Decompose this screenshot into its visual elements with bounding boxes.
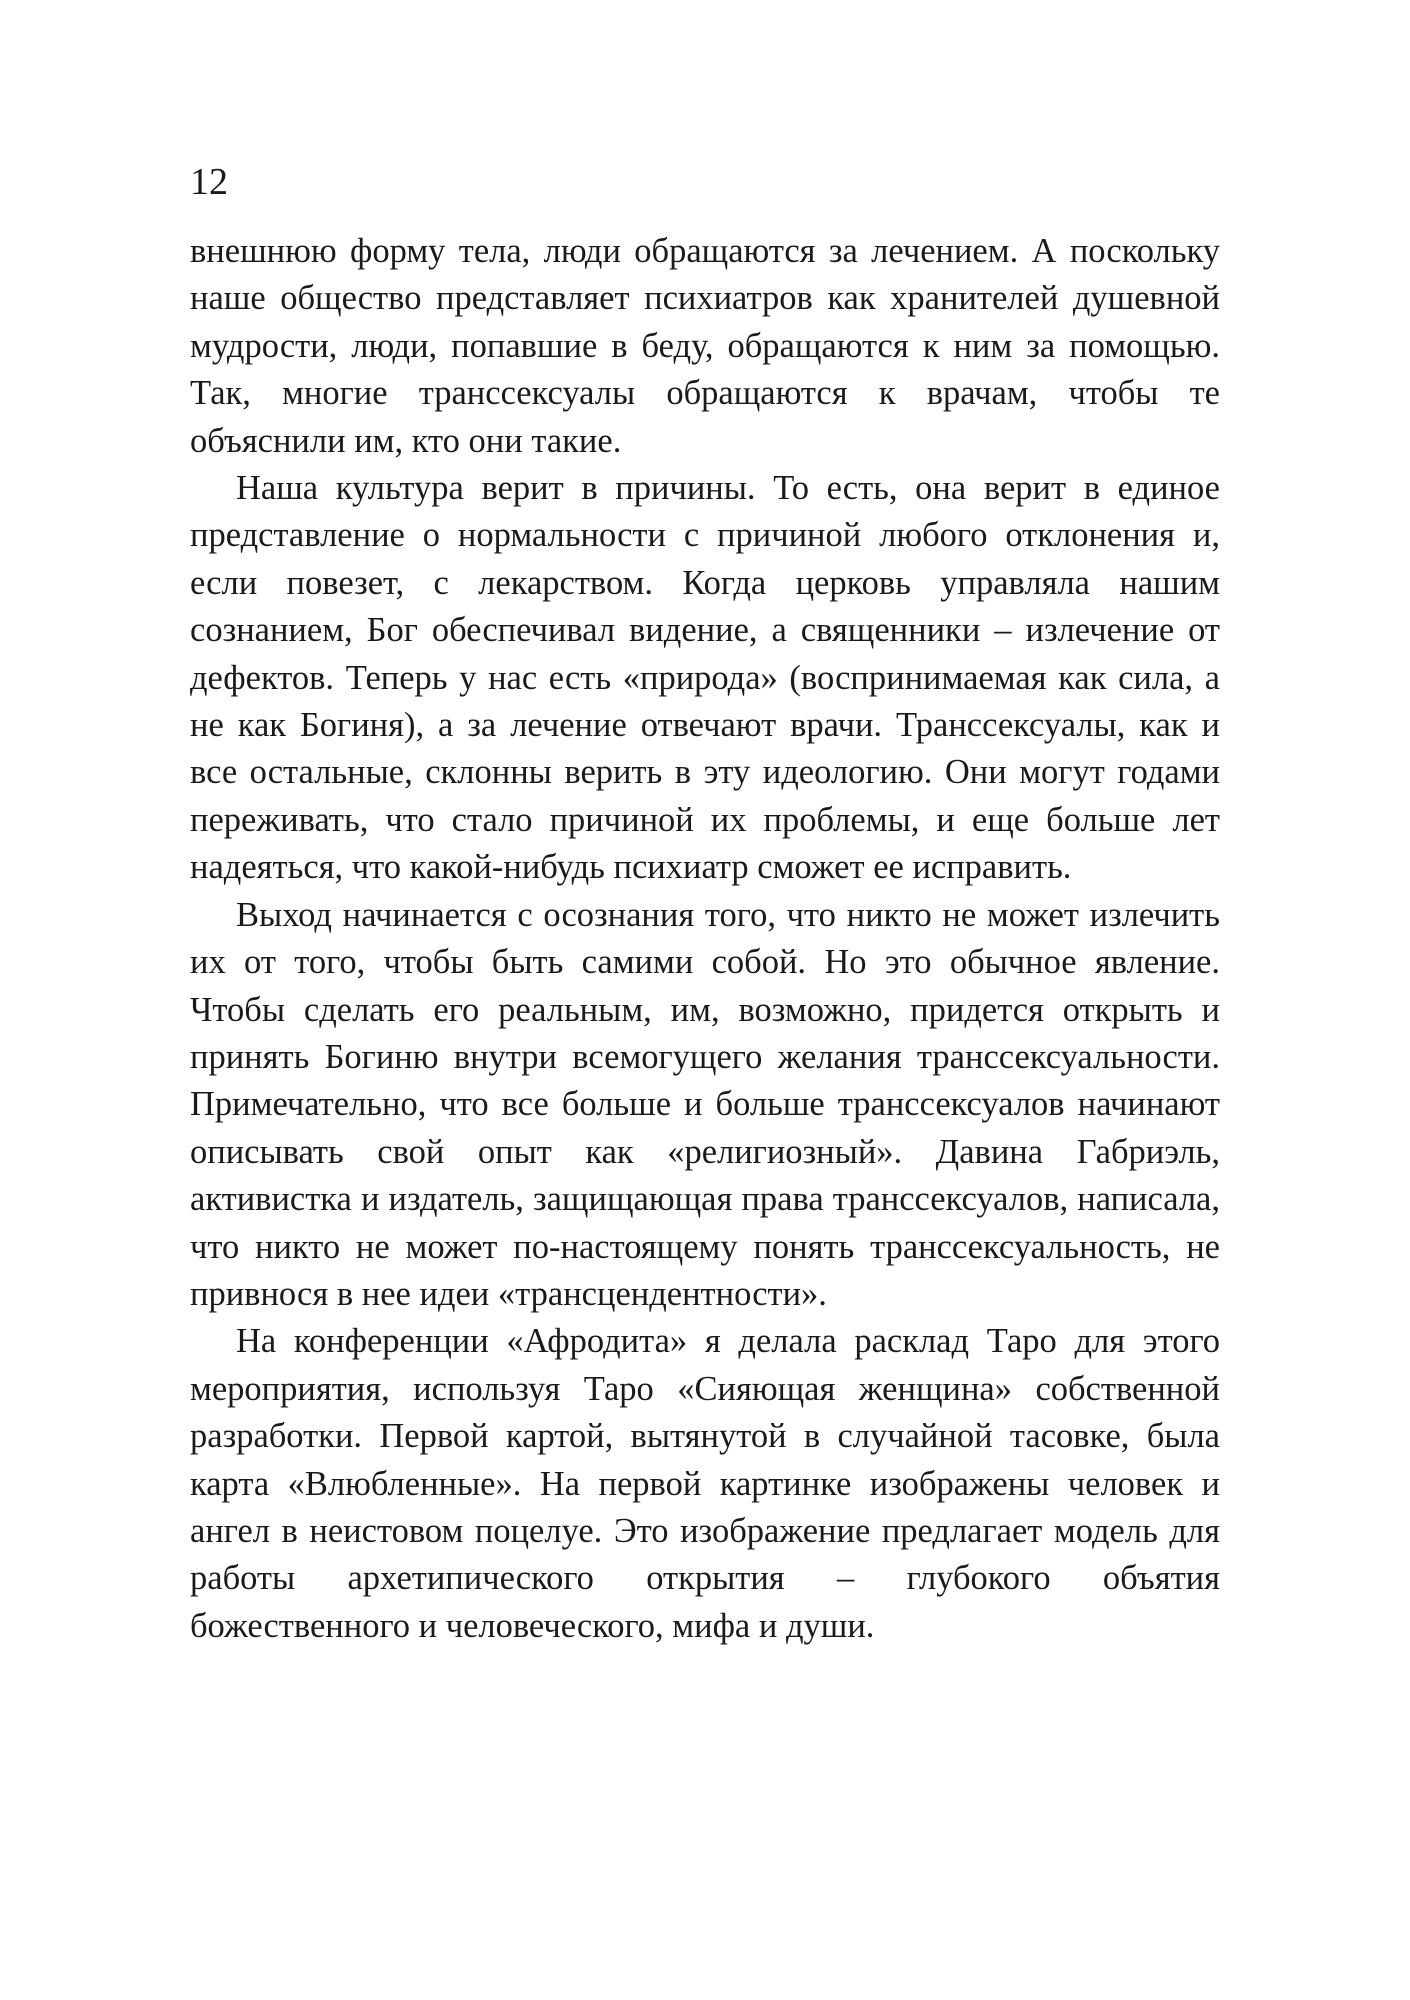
page-number: 12 [190, 161, 228, 203]
paragraph-continuation: внешнюю форму тела, люди обращаются за лечением. А поскольку наше общество представляет психиатров как хранителей душевной мудрости, люди, попавшие в беду, обращаются к ним за помощью. Так, многие транссексуалы обращаются к врачам, чтобы те объяснили им, кто они такие. [190, 232, 1220, 460]
paragraph-exit: Выход начинается с осознания того, что никто не может излечить их от того, чтобы быть самими собой. Но это обычное явление. Чтобы сделать его реальным, им, возможно, придется открыть и принять Богиню внутри всемогущего желания транссексуальности. Примечательно, что все больше и больше транссексуалов начинают описывать свой опыт как «религиозный». Давина Габриэль, активистка и издатель, защищающая права транссексуалов, написала, что никто не может по-настоящему понять транссексуальность, не привнося в нее идеи «трансцендентности». [190, 895, 1220, 1313]
paragraph-causes: Наша культура верит в причины. То есть, она верит в единое представление о нормальности с причиной любого отклонения и, если повезет, с лекарством. Когда церковь управляла нашим сознанием, Бог обеспечивал видение, а священники – излечение от дефектов. Теперь у нас есть «природа» (воспринимаемая как сила, а не как Богиня), а за лечение отвечают врачи. Транссексуалы, как и все остальные, склонны верить в эту идеологию. Они могут годами переживать, что стало причиной их проблемы, и еще больше лет надеяться, что какой-нибудь психиатр сможет ее исправить. [190, 469, 1220, 887]
paragraph-tarot: На конференции «Афродита» я делала расклад Таро для этого мероприятия, используя Таро «Сияющая женщина» собственной разработки. Первой картой, вытянутой в случайной тасовке, была карта «Влюбленные». На первой картинке изображены человек и ангел в неистовом поцелуе. Это изображение предлагает модель для работы архетипического открытия – глубокого объятия божественного и человеческого, мифа и души. [190, 1322, 1220, 1645]
body-text [190, 228, 1220, 1650]
